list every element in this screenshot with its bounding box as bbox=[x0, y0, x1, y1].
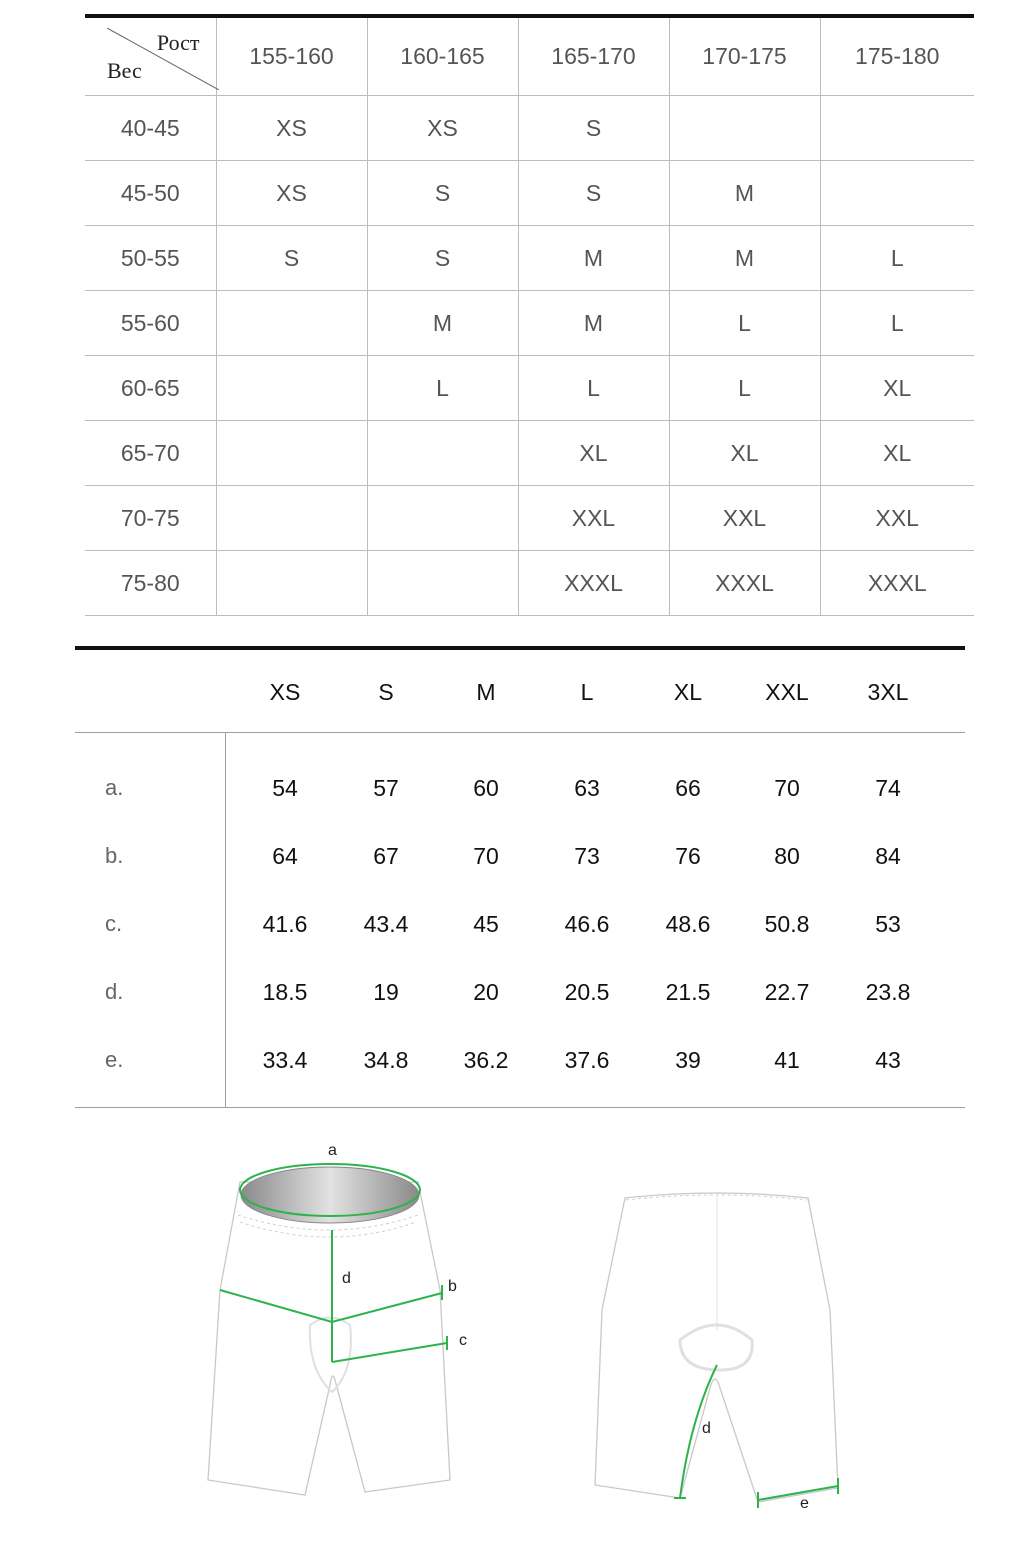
measurement-row-label: e. bbox=[105, 1047, 124, 1072]
size-cell: XS bbox=[216, 96, 367, 161]
measurement-value: 54 bbox=[272, 775, 298, 801]
size-cell: M bbox=[518, 226, 669, 291]
back-view bbox=[595, 1193, 838, 1508]
measurement-value: 20.5 bbox=[564, 979, 610, 1005]
size-cell bbox=[216, 291, 367, 356]
measurement-value: 53 bbox=[875, 911, 901, 937]
size-cell: XL bbox=[820, 421, 974, 486]
measurement-value: 19 bbox=[373, 979, 399, 1005]
size-cell: XL bbox=[820, 356, 974, 421]
weight-range-cell: 50-55 bbox=[85, 226, 216, 291]
size-cell bbox=[820, 161, 974, 226]
measurement-value: 21.5 bbox=[665, 979, 711, 1005]
shorts-illustration bbox=[180, 1130, 880, 1530]
size-cell: L bbox=[669, 356, 820, 421]
measurement-value: 48.6 bbox=[665, 911, 711, 937]
measurement-value: 74 bbox=[875, 775, 901, 801]
measurement-value: 34.8 bbox=[363, 1047, 409, 1073]
size-cell: S bbox=[216, 226, 367, 291]
measurement-value: 20 bbox=[473, 979, 499, 1005]
size-cell: S bbox=[367, 161, 518, 226]
size-chart-row bbox=[85, 226, 974, 291]
measurement-value: 80 bbox=[774, 843, 800, 869]
size-cell bbox=[820, 96, 974, 161]
size-chart-row bbox=[85, 161, 974, 226]
size-cell bbox=[216, 356, 367, 421]
measurement-value: 64 bbox=[272, 843, 298, 869]
measurement-value: 57 bbox=[373, 775, 399, 801]
measurement-value: 45 bbox=[473, 911, 499, 937]
weight-axis-label: Вес bbox=[107, 58, 142, 83]
size-column-header: S bbox=[378, 679, 394, 705]
size-cell: M bbox=[669, 226, 820, 291]
size-cell: XXL bbox=[820, 486, 974, 551]
size-cell bbox=[367, 551, 518, 616]
measurement-row-label: a. bbox=[105, 775, 124, 800]
size-column-header: M bbox=[476, 679, 496, 705]
size-cell bbox=[216, 551, 367, 616]
size-chart-corner bbox=[85, 16, 216, 96]
height-range-header: 160-165 bbox=[367, 16, 518, 96]
size-chart-row bbox=[85, 486, 974, 551]
height-range-header: 170-175 bbox=[669, 16, 820, 96]
measurement-row-label: c. bbox=[105, 911, 123, 936]
measurement-value: 18.5 bbox=[262, 979, 308, 1005]
size-cell: M bbox=[367, 291, 518, 356]
size-cell: XXXL bbox=[518, 551, 669, 616]
measurement-value: 76 bbox=[675, 843, 701, 869]
measurement-divider bbox=[225, 733, 226, 1108]
measurement-value: 43 bbox=[875, 1047, 901, 1073]
size-chart-table bbox=[85, 14, 974, 616]
size-cell bbox=[367, 421, 518, 486]
measure-label-a: a bbox=[328, 1142, 337, 1159]
size-cell: L bbox=[367, 356, 518, 421]
measure-label-e: e bbox=[800, 1495, 809, 1512]
measurement-value: 60 bbox=[473, 775, 499, 801]
size-cell: L bbox=[820, 291, 974, 356]
measurement-value: 41.6 bbox=[262, 911, 308, 937]
measurement-table bbox=[75, 646, 965, 1108]
height-range-header: 155-160 bbox=[216, 16, 367, 96]
size-cell: XS bbox=[216, 161, 367, 226]
measure-label-c: c bbox=[459, 1332, 467, 1349]
size-cell: S bbox=[518, 161, 669, 226]
measurement-value: 43.4 bbox=[363, 911, 409, 937]
size-cell: L bbox=[518, 356, 669, 421]
height-axis-label: Рост bbox=[156, 30, 200, 55]
measurement-value: 50.8 bbox=[764, 911, 810, 937]
size-cell: XXXL bbox=[820, 551, 974, 616]
size-cell: M bbox=[669, 161, 820, 226]
size-cell: XXL bbox=[669, 486, 820, 551]
measurement-value: 70 bbox=[774, 775, 800, 801]
size-cell: S bbox=[367, 226, 518, 291]
weight-range-cell: 55-60 bbox=[85, 291, 216, 356]
size-cell bbox=[367, 486, 518, 551]
measurement-row-label: d. bbox=[105, 979, 124, 1004]
measurement-value: 39 bbox=[675, 1047, 701, 1073]
size-column-header: XL bbox=[673, 679, 703, 705]
measure-label-d-front: d bbox=[342, 1270, 351, 1287]
measurement-value: 23.8 bbox=[865, 979, 911, 1005]
measurement-value: 84 bbox=[875, 843, 901, 869]
size-chart-row bbox=[85, 356, 974, 421]
weight-range-cell: 45-50 bbox=[85, 161, 216, 226]
size-cell: XS bbox=[367, 96, 518, 161]
size-chart-row bbox=[85, 421, 974, 486]
size-cell: M bbox=[518, 291, 669, 356]
measurement-value: 73 bbox=[574, 843, 600, 869]
size-cell: XL bbox=[669, 421, 820, 486]
size-chart-row bbox=[85, 291, 974, 356]
weight-range-cell: 65-70 bbox=[85, 421, 216, 486]
size-cell bbox=[216, 486, 367, 551]
measurement-value: 41 bbox=[774, 1047, 800, 1073]
measurement-value: 67 bbox=[373, 843, 399, 869]
measurement-value: 22.7 bbox=[764, 979, 810, 1005]
shorts-measurement-diagram bbox=[180, 1130, 880, 1530]
front-view bbox=[208, 1164, 450, 1495]
size-cell: L bbox=[820, 226, 974, 291]
size-cell bbox=[216, 421, 367, 486]
size-cell: S bbox=[518, 96, 669, 161]
size-column-header: 3XL bbox=[867, 679, 909, 705]
size-column-header: XXL bbox=[765, 679, 809, 705]
weight-range-cell: 70-75 bbox=[85, 486, 216, 551]
size-chart-row bbox=[85, 551, 974, 616]
weight-range-cell: 75-80 bbox=[85, 551, 216, 616]
size-cell: XL bbox=[518, 421, 669, 486]
measure-label-d-back: d bbox=[702, 1420, 711, 1437]
size-chart-row bbox=[85, 96, 974, 161]
size-cell bbox=[669, 96, 820, 161]
measurement-row-label: b. bbox=[105, 843, 124, 868]
measurement-value: 70 bbox=[473, 843, 499, 869]
measure-label-b: b bbox=[448, 1278, 457, 1295]
size-column-header: XS bbox=[269, 679, 301, 705]
measurement-value: 36.2 bbox=[463, 1047, 509, 1073]
measurement-value: 33.4 bbox=[262, 1047, 308, 1073]
height-range-header: 175-180 bbox=[820, 16, 974, 96]
measurement-value: 46.6 bbox=[564, 911, 610, 937]
size-cell: XXL bbox=[518, 486, 669, 551]
size-chart-body bbox=[85, 96, 974, 616]
size-cell: XXXL bbox=[669, 551, 820, 616]
weight-range-cell: 40-45 bbox=[85, 96, 216, 161]
height-range-header: 165-170 bbox=[518, 16, 669, 96]
weight-range-cell: 60-65 bbox=[85, 356, 216, 421]
measurement-value: 37.6 bbox=[564, 1047, 610, 1073]
measurement-value: 63 bbox=[574, 775, 600, 801]
size-cell: L bbox=[669, 291, 820, 356]
size-chart-header-row bbox=[85, 16, 974, 96]
size-column-header: L bbox=[580, 679, 594, 705]
measurement-value: 66 bbox=[675, 775, 701, 801]
